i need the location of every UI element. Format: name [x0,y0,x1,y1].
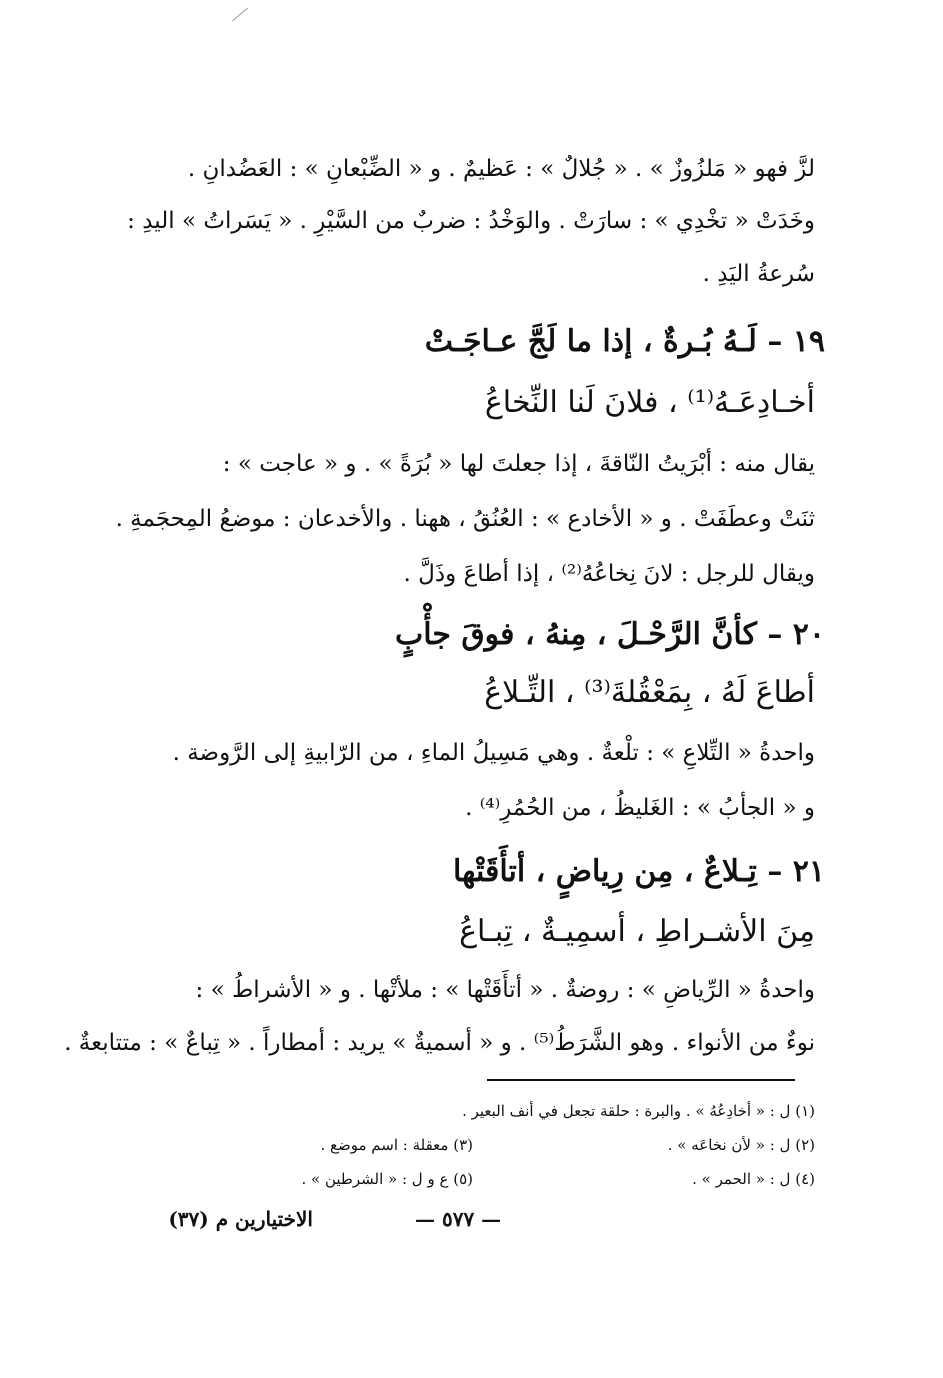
footnote-number: (٢) [795,1136,815,1154]
footnote-text: ل : « الحمر » . [692,1170,791,1188]
verse-text: كأنَّ الرَّحْـلَ ، مِنهُ ، فوقَ جأْبٍ [395,617,757,652]
verse-first-hemistich: ٢٠ – كأنَّ الرَّحْـلَ ، مِنهُ ، فوقَ جأْبٍ [395,617,825,652]
footnote-text: ع و ل : « الشرطين » . [301,1170,449,1188]
text-line: سُرعةُ اليَدِ . [702,261,815,287]
commentary-line: ويقال للرجل : لانَ نِخاعُهُ⁽²⁾ ، إذا أطاعَ وذَلَّ . [403,561,815,587]
text-line: لزَّ فهو « مَلزُوزٌ » . « جُلالٌ » : عَظيمٌ . و « الضِّبْعانِ » : العَضُدانِ . [187,156,815,182]
footnote [692,1169,815,1189]
commentary-line: ثنَتْ وعطَفَتْ . و « الأخادع » : العُنُقُ ، ههنا . والأخدعان : موضعُ المِحجَمةِ . [115,506,815,532]
commentary-line: يقال منه : أبْرَيتُ النّاقةَ ، إذا جعلتَ لها « بُرَةً » . و « عاجت » : [222,451,815,477]
commentary-line: واحدةُ « التِّلاعِ » : تلْعةٌ . وهي مَسِيلُ الماءِ ، من الرّابيةِ إلى الرَّوضة . [172,740,815,766]
footnote-text: معقلة : اسم موضع . [320,1136,449,1154]
verse-number: ٢١ [792,854,825,889]
commentary-line: نوءٌ من الأنواء . وهو الشَّرَطُ⁽⁵⁾ . و « أسميةٌ » يريد : أمطاراً . « تِباعٌ » : متتابعةٌ . [64,1030,815,1056]
verse-second-hemistich: مِنَ الأشـراطِ ، أسمِيـةٌ ، تِبـاعُ [459,914,815,949]
footnote-number: (٤) [795,1170,815,1188]
commentary-line: واحدةُ « الرِّياضِ » : روضةٌ . « أتأَقَتْها » : ملأتْها . و « الأشراطُ » : [195,977,815,1003]
footnote-text: ل : « أخادِعُهُ » . والبرة : حلقة تجعل في أنف البعير . [462,1102,791,1120]
page-number: — ٥٧٧ — [415,1207,502,1231]
verse-first-hemistich: ٢١ – تِـلاعٌ ، مِن رِياضٍ ، أتأَقَتْها [452,854,825,889]
verse-text: لَـهُ بُـرةٌ ، إذا ما لَجَّ عـاجَـتْ [424,324,757,359]
footnote-number: (٣) [453,1136,473,1154]
verse-number: ٢٠ [792,617,825,652]
footnote-number: (١) [795,1102,815,1120]
scan-mark [232,8,248,22]
verse-second-hemistich: أطاعَ لَهُ ، بِمَعْقُلةَ⁽³⁾ ، التِّـلاعُ [484,675,815,710]
footnote [462,1101,815,1121]
text-line: وخَدَتْ « تخْدِي » : سارَتْ . والوَخْدُ : ضربٌ من السَّيْرِ . « يَسَراتُ » اليدِ : [127,208,815,234]
footnote-text: ل : « لأن نخاعَه » . [667,1136,791,1154]
verse-number: ١٩ [792,324,825,359]
footnote [668,1135,815,1155]
footnote [302,1169,474,1189]
verse-text: تِـلاعٌ ، مِن رِياضٍ ، أتأَقَتْها [452,854,757,889]
verse-first-hemistich: ١٩ – لَـهُ بُـرةٌ ، إذا ما لَجَّ عـاجَـتْ [424,324,825,359]
verse-second-hemistich: أخـادِعَـهُ⁽¹⁾ ، فلانَ لَنا النِّخاعُ [484,385,815,420]
footnote [320,1135,473,1155]
footnote-number: (٥) [453,1170,473,1188]
commentary-line: و « الجأبُ » : الغَليظُ ، من الحُمُرِ⁽⁴⁾ . [465,795,815,821]
signature-mark: الاختيارين م (٣٧) [168,1207,313,1231]
footnote-separator [487,1079,795,1081]
